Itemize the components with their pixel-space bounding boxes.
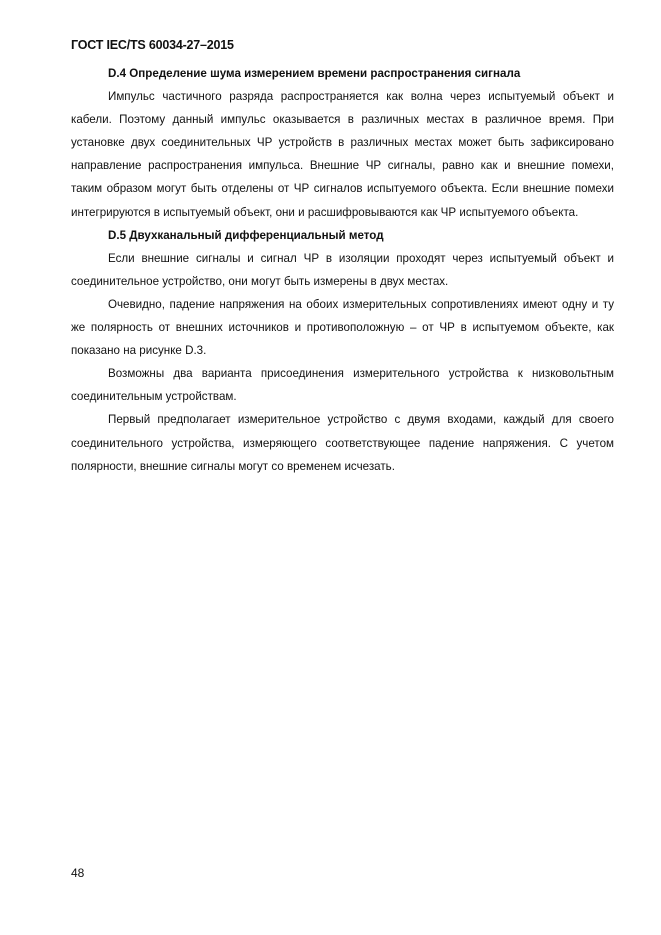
- section-d5-paragraph-1: Если внешние сигналы и сигнал ЧР в изоляции проходят через испытуемый объект и соединительное устройство, они могут быть измерены в двух местах.: [71, 251, 614, 288]
- page-number: 48: [71, 866, 85, 880]
- section-heading-d4: D.4 Определение шума измерением времени распространения сигнала: [108, 67, 521, 80]
- section-d4-paragraph-1: Импульс частичного разряда распространяется как волна через испытуемый объект и кабели. Поэтому данный импульс оказывается в различных местах в различное время. При установке двух соединительных ЧР устройств в различных местах может быть зафиксировано направление распространения импульса. Внешние ЧР сигналы, равно как и внешние помехи, таким образом могут быть отделены от ЧР сигналов испытуемого объекта. Если внешние помехи интегрируются в испытуемый объект, они и расшифровываются как ЧР испытуемого объекта.: [71, 90, 614, 219]
- document-code-header: ГОСТ IEC/TS 60034-27–2015: [71, 38, 234, 52]
- section-heading-d5: D.5 Двухканальный дифференциальный метод: [108, 228, 384, 242]
- section-d5-paragraph-4: Первый предполагает измерительное устройство с двумя входами, каждый для своего соединительного устройства, измеряющего соответствующее падение напряжения. С учетом полярности, внешние сигналы могут со временем исчезать.: [71, 413, 614, 473]
- section-d5-paragraph-3: Возможны два варианта присоединения измерительного устройства к низковольтным соединительным устройствам.: [71, 367, 614, 404]
- section-d5-paragraph-2: Очевидно, падение напряжения на обоих измерительных сопротивлениях имеют одну и ту же полярность от внешних источников и противоположную – от ЧР в испытуемом объекте, как показано на рисунке D.3.: [71, 297, 614, 358]
- document-body: [71, 62, 614, 478]
